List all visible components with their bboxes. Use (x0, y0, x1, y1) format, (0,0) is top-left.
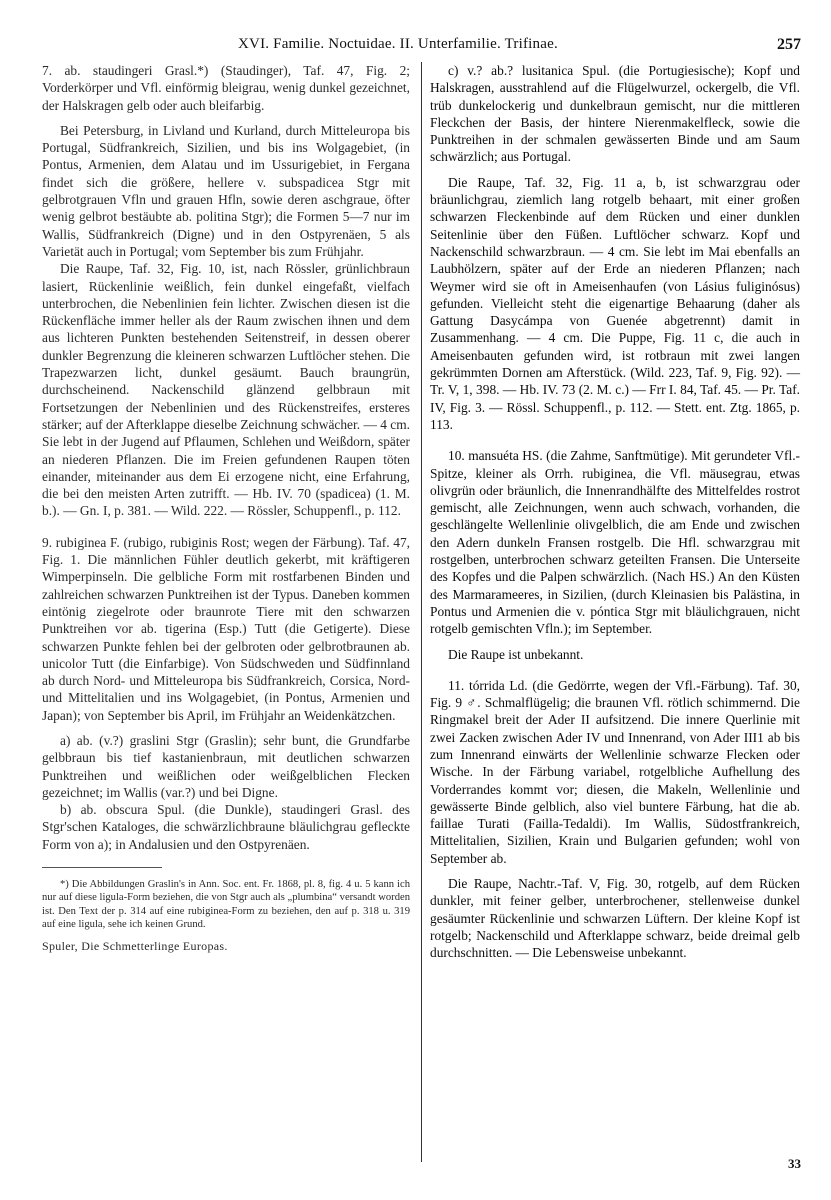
paragraph-torrida: 11. tórrida Ld. (die Gedörrte, wegen der Vfl.-Färbung). Taf. 30, Fig. 9 ♂. Schmalflügelig; die braunen Vfl. rötlich schimmernd. Die Ringmakel breit der Ader II aufsitzend. Die innere Querlinie mit zwei Zacken zwischen Ader IV und Innenrand, von Ader III1 ab bis zum Innenrand einwärts der Wellenlinie schwarze Flecken oder Wische. In der Färbung variabel, rotgelbliche Aufhellung des Vorderrandes kommt vor; diesen, die Makeln, Wellenlinie und gewässerte Binde gelblich, also viel buntere Färbung, hat die ab. faillae Turati (Failla-Tedaldi). Im Wallis, Südostfrankreich, Mittelitalien, Sizilien, Krain und Bulgarien gefunden; wohl von September ab. (430, 677, 800, 866)
paragraph-lusitanica: c) v.? ab.? lusitanica Spul. (die Portugiesische); Kopf und Halskragen, ausstrahlend auf die Flügelwurzel, ockergelb, die Vfl. trüb dunkelockerig und dunkelbraun gemischt, nur die mittleren Fleckchen der Basis, der hintere Nierenmakelfleck, sowie die Punktreihen in der schmalen gewässerten Binde und am Saum schwärzlich; aus Portugal. (430, 63, 800, 165)
paragraph-raupe: Die Raupe, Taf. 32, Fig. 10, ist, nach Rössler, grünlichbraun lasiert, Rückenlinie weißlich, fein dunkel eingefaßt, vielfach unterbrochen, die Nebenlinien fein lichter. Zwischen diesen ist die Rückenfläche immer heller als der Raum zwischen ihnen und dem aus lichteren Punkten bestehenden Seitenstreif, in dessen oberer dunkler Begrenzung die kleineren schwarzen Luftlöcher stehen. Die Trapezwarzen licht, dunkel gesäumt. Bauch braungrün, durchscheinend. Nackenschild glänzend gelbbraun mit Fortsetzungen der Nebenlinien und des Rückenstreifes, ersteres stärker; auf der Afterklappe dieselbe Zeichnung schwächer. — 4 cm. Sie lebt in der Jugend auf Pflaumen, Schlehen und Weißdorn, später an niederen Pflanzen. Die im Freien gefundenen Raupen töten einander, miteinander aus dem Ei erzogene nicht, eine Erfahrung, die bei den meisten Arten zutrifft. — Hb. IV. 70 (spadicea) (1. M. b.). — Gn. I, p. 381. — Wild. 222. — Rössler, Schuppenfl., p. 112. (42, 261, 410, 519)
paragraph-ab-staudingeri: 7. ab. staudingeri Grasl.*) (Staudinger), Taf. 47, Fig. 2; Vorderkörper und Vfl. einförmig bleigrau, wenig dunkel gezeichnet, der Halskragen gelb oder auch bleifarbig. (42, 63, 410, 113)
footnote: *) Die Abbildungen Graslin's in Ann. Soc. ent. Fr. 1868, pl. 8, fig. 4 u. 5 kann ich nur auf diese ligula-Form beziehen, die von Stgr auch als „plumbina“ versandt worden ist. Den Text der p. 314 auf eine rubiginea-Form zu beziehen, den auf p. 318 u. 319 auf eine ligula, sehe ich keinen Grund. (42, 879, 410, 931)
paragraph-raupe-rubiginea: Die Raupe, Taf. 32, Fig. 11 a, b, ist schwarzgrau oder bräunlichgrau, ziemlich lang rotgelb behaart, mit einer großen schwarzen Fleckenbinde auf dem Rücken und einer dunklen Seitenlinie über den Füßen. Luftlöcher schwarz. Kopf und Nackenschild schwarzbraun. — 4 cm. Sie lebt im Mai ebenfalls an Laubhölzern, später auf der Erde an niederen Pflanzen; nach Weymer wird sie oft in Ameisenhaufen (von Lásius fuliginósus) gefunden. Vielleicht steht die eigenartige Behaarung (daher als Gattung Dasycámpa von Guenée abgetrennt) damit in Zusammenhang. — 4 cm. Die Puppe, Fig. 11 c, die auch in Ameisenbauten gefunden wird, ist rotbraun mit zwei langen gekrümmten Dornen am Afterstück. (Wild. 223, Taf. 9, Fig. 92). — Tr. V, 1, 398. — Hb. IV. 73 (2. M. c.) — Frr I. 84, Taf. 45. — Pr. Taf. IV, Fig. 3. — Rössl. Schuppenfl., p. 112. — Stett. ent. Ztg. 1865, p. 113. (430, 174, 800, 432)
signature-mark: 33 (788, 1156, 801, 1171)
paragraph-ab-graslini: a) ab. (v.?) graslini Stgr (Graslin); sehr bunt, die Grundfarbe gelbbraun bis tief kastanienbraun, mit deutlichen schwarzen Punktreihen und weißlichen oder weißgelblichen Flecken gezeichnet; im Wallis (var.?) und bei Digne. (42, 732, 410, 800)
paragraph-mansueta: 10. mansuéta HS. (die Zahme, Sanftmütige). Mit gerundeter Vfl.-Spitze, kleiner als Orrh. rubiginea, die Vfl. mäusegrau, etwas olivgrün oder bräunlich, die Innenrandhälfte des Mittelfeldes rostrot gemischt, alle Zeichnungen, wenn auch schwach, vorhanden, die geschlängelte Wellenlinie olivgelblich, die am Ende und zwischen den Adern dunkeln Fransen rostgelb. Die Hfl. schwarzgrau mit rostgelben, unterbrochen schwarz geteilten Fransen. Die Unterseite des Kopfes und die Palpen schwärzlich. (Nach HS.) An den Küsten des Marmarameeres, in Sizilien, (durch Kleinasien bis Palästina, in Pontus und Armenien die v. póntica Stgr mit bläulichgrauen, nicht rotgelb gemischten Vfln.); im September. (430, 448, 800, 637)
footnote-rule (42, 867, 162, 868)
paragraph-rubiginea: 9. rubiginea F. (rubigo, rubiginis Rost; wegen der Färbung). Taf. 47, Fig. 1. Die männlichen Fühler deutlich gekerbt, mit kräftigeren Wimperpinseln. Die gelbliche Form mit rostfarbenen Binden und zahlreichen schwarzen Punktreihen ist der Typus. Daneben kommen eintönig ziegelrote oder braunrote Tiere mit den schwarzen Punktreihen vor ab. tigerina (Esp.) Tutt (die Getigerte). Diese schwarzen Punkte fehlen bei der gelbroten oder gelbrotbraunen ab. unicolor Tutt (die Einfarbige). Von Südschweden und Südfinnland ab durch Nord- und Mitteleuropa bis Südfrankreich, Corsica, Nord- und Mittelitalien und ins Wolgagebiet, (in Pontus, Armenien und Japan); von September bis April, im Frühjahr an Weidenkätzchen. (42, 534, 410, 723)
column-divider (421, 62, 422, 1162)
right-column (430, 62, 800, 962)
paragraph-raupe-unbekannt: Die Raupe ist unbekannt. (448, 646, 584, 662)
paragraph-ab-obscura: b) ab. obscura Spul. (die Dunkle), staudingeri Grasl. des Stgr'schen Kataloges, die schwärzlichbraune bläulichgrau gefleckte Form von a); in Andalusien und den Ostpyrenäen. (42, 802, 410, 852)
page-number: 257 (777, 36, 801, 53)
page-header (0, 36, 831, 58)
left-column (42, 62, 410, 955)
paragraph-raupe-torrida: Die Raupe, Nachtr.-Taf. V, Fig. 30, rotgelb, auf dem Rücken dunkler, mit feiner gelber, unterbrochener, stellenweise dunkel gesäumter Rückenlinie und schwarzen Lüftern. Der kleine Kopf ist rotgelb; Nackenschild und Afterklappe schwarz, beide dreimal gelb durchschnitten. — Die Lebensweise unbekannt. (430, 876, 800, 961)
paragraph-distribution: Bei Petersburg, in Livland und Kurland, durch Mitteleuropa bis Portugal, Südfrankreich, Sizilien, und bis ins Wolgagebiet, (in Pontus, Armenien, dem Alatau und im Ussurigebiet, in Fergana findet sich die größere, hellere v. subspadicea Stgr mit gelbrotgrauen Vfln und grauen Hfln, sowie deren aschgraue, öfter wenig gelbrot bestäubte ab. politina Stgr); die Formen 5—7 nur im Wallis, Südfrankreich (Digne) und in den Ostpyrenäen, 5 als Varietät auch in Portugal; vom September bis zum Frühjahr. (42, 122, 410, 259)
publisher-line: Spuler, Die Schmetterlinge Europas. (42, 938, 228, 953)
running-title: XVI. Familie. Noctuidae. II. Unterfamilie. Trifinae. (238, 36, 558, 52)
